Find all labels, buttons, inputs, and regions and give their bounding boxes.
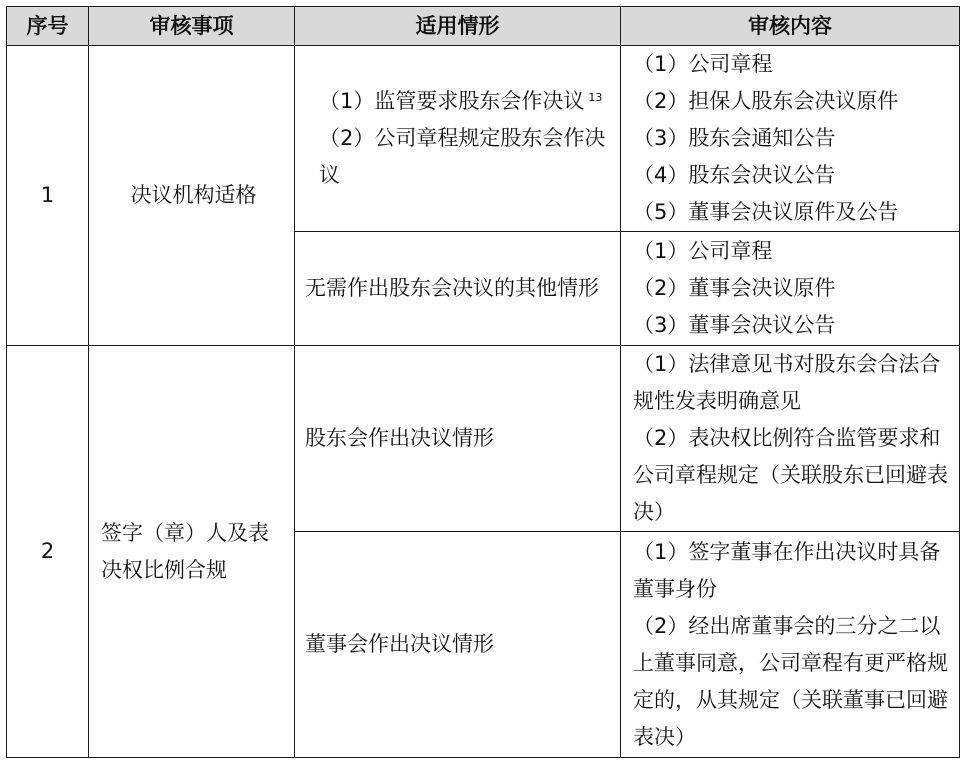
content-line: （2）担保人股东会决议原件 [633, 89, 899, 113]
scenario-line: 董事会作出决议情形 [305, 632, 494, 656]
content-cell [621, 232, 960, 346]
review-item [89, 46, 295, 346]
header-scenario: 适用情形 [295, 7, 621, 46]
content-line: （1）公司章程 [633, 52, 773, 76]
scenario-line: （2）公司章程规定股东会作决议 [319, 126, 606, 187]
scenario-line: 股东会作出决议情形 [305, 426, 494, 450]
row-number: 2 [7, 346, 89, 758]
content-line: （2）经出席董事会的三分之二以上董事同意，公司章程有更严格规定的，从其规定（关联董事已回避表决） [633, 613, 948, 749]
content-cell [621, 346, 960, 532]
scenario-line: 无需作出股东会决议的其他情形 [305, 276, 599, 300]
header-row [7, 7, 960, 46]
review-item [89, 346, 295, 758]
table-row [7, 346, 960, 532]
content-cell [621, 532, 960, 758]
table-row [7, 46, 960, 232]
header-no: 序号 [7, 7, 89, 46]
content-line: （1）签字董事在作出决议时具备董事身份 [633, 539, 941, 601]
content-cell [621, 46, 960, 232]
header-content: 审核内容 [621, 7, 960, 46]
scenario-cell [295, 346, 621, 532]
review-table [6, 6, 960, 758]
review-item-text: 签字（章）人及表决权比例合规 [101, 520, 269, 582]
scenario-cell [295, 46, 621, 232]
content-line: （1）法律意见书对股东会合法合规性发表明确意见 [633, 352, 941, 413]
header-item: 审核事项 [89, 7, 295, 46]
content-line: （2）表决权比例符合监管要求和公司章程规定（关联股东已回避表决） [633, 426, 948, 524]
footnote-marker: 13 [588, 91, 603, 104]
scenario-text: （1）监管要求股东会作决议 [319, 89, 585, 113]
content-line: （4）股东会决议公告 [633, 163, 836, 187]
scenario-cell [295, 232, 621, 346]
scenario-cell [295, 532, 621, 758]
content-line: （2）董事会决议原件 [633, 276, 836, 300]
review-item-text: 决议机构适格 [130, 183, 257, 207]
content-line: （1）公司章程 [633, 239, 773, 263]
content-line: （3）董事会决议公告 [633, 313, 836, 337]
content-line: （3）股东会通知公告 [633, 126, 836, 150]
scenario-line [305, 83, 614, 120]
row-number: 1 [7, 46, 89, 346]
content-line: （5）董事会决议原件及公告 [633, 200, 899, 224]
